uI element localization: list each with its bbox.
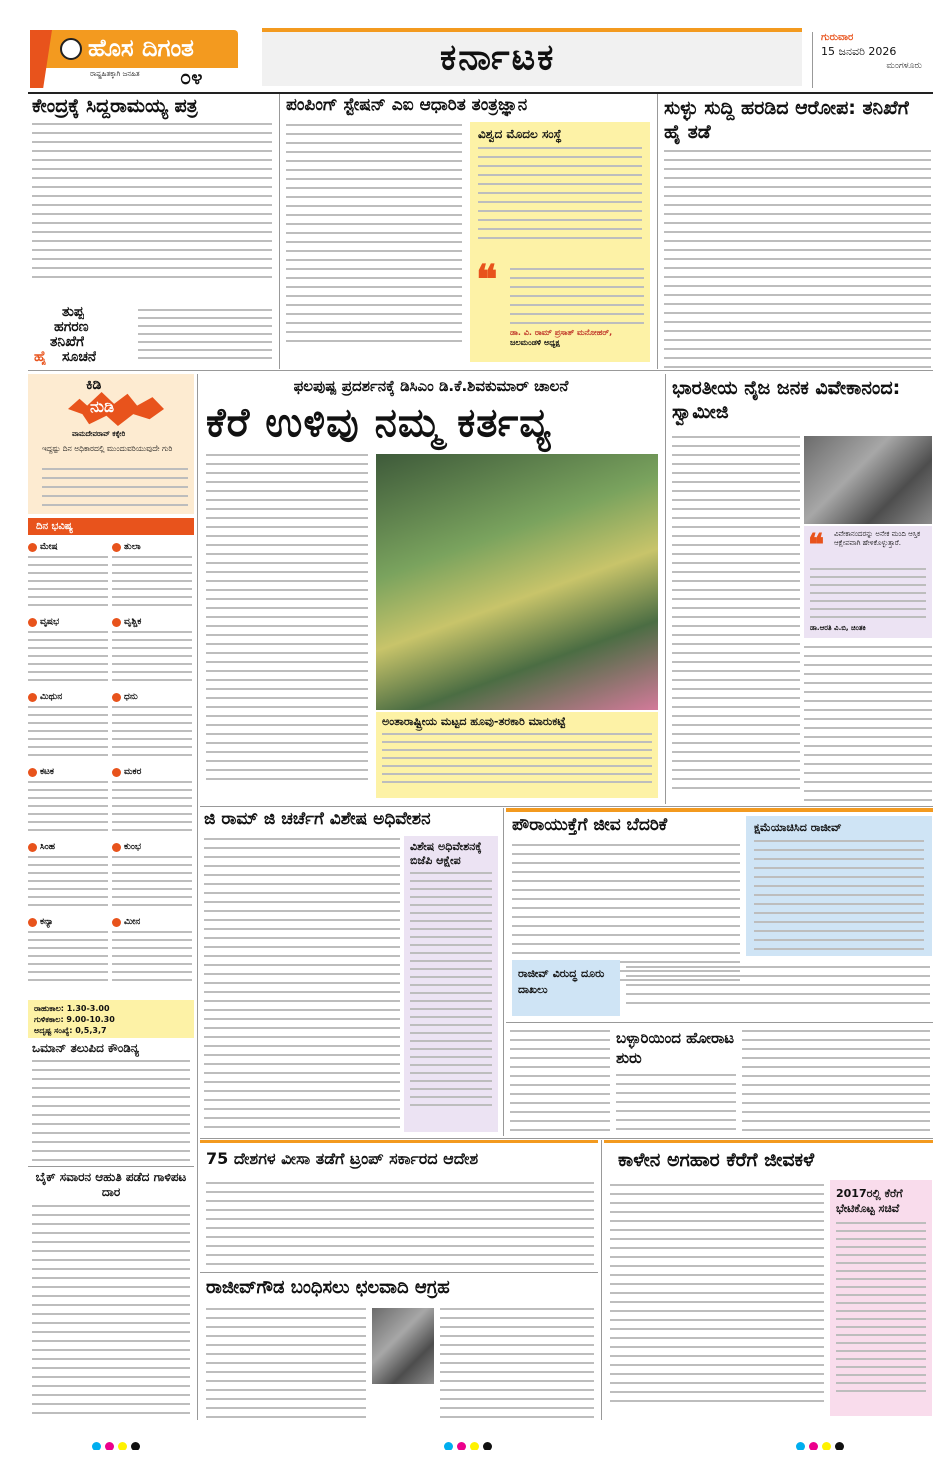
story-vivekananda [668,374,933,804]
horoscope-sign [112,692,192,764]
headline: ಕಾಳೇನ ಅಗಹಾರ ಕೆರೆಗೆ ಜೀವಕಳೆ [618,1149,815,1171]
zodiac-icon [28,693,37,702]
horoscope-sign [28,767,108,839]
headline: ಭಾರತೀಯ ನೈಜ ಜನಕ ವಿವೇಕಾನಂದ: ಸ್ವಾಮೀಜಿ [672,377,901,423]
city: ಮಂಗಳೂರು [886,61,922,71]
paper-name: ಹೊಸ ದಿಗಂತ [88,35,194,62]
zodiac-icon [112,618,121,627]
story-pumping-station [282,94,654,369]
nudi-title: ನುಡಿ [90,398,115,416]
story-oman [28,1042,194,1166]
headline: ರಾಜೀವ್‌ಗೌಡ ಬಂಧಿಸಲು ಛಲವಾದಿ ಆಗ್ರಹ [206,1277,450,1298]
story-ghee-scam [28,305,276,369]
sign-name: ಧನು [112,692,192,702]
logo [30,30,248,88]
registration-marks [90,1436,150,1450]
logo-emblem-icon [60,38,82,60]
person-photo [372,1308,434,1384]
tuppa-label-4a: ಹೈ [34,350,47,365]
horoscope-sign [28,842,108,914]
story-special-session [200,808,500,1136]
sign-name: ಕಟಕ [28,767,108,777]
tuppa-label-2: ಹಗರಣ [54,320,89,335]
photo-caption [376,712,658,798]
horoscope-sign [112,767,192,839]
horoscope [28,518,194,1038]
headline: 75 ದೇಶಗಳ ವೀಸಾ ತಡೆಗೆ ಟ್ರಂಪ್ ಸರ್ಕಾರದ ಆದೇಶ [206,1149,479,1168]
box-title: ವಿಶೇಷ ಅಧಿವೇಶನಕ್ಕೆ ಬಿಜೆಪಿ ಆಕ್ಷೇಪ [410,840,482,867]
box-title: ಕ್ಷಮೆಯಾಚಿಸಿದ ರಾಜೀವ್ [754,821,842,834]
sign-name: ವೃಷಭ [28,617,108,627]
gulikakala: ಗುಳಿಕಕಾಲ: 9.00-10.30 [34,1015,115,1024]
box-title: 2017ರಲ್ಲಿ ಕೆರೆಗೆ ಭೇಟಿಕೊಟ್ಟ ಸಚಿವೆ [836,1187,903,1215]
sign-name: ಮೇಷ [28,542,108,552]
complaint-box [512,960,620,1016]
horoscope-sign [28,917,108,989]
registration-marks [794,1436,854,1450]
kidi-nudi-box [28,374,194,514]
flower-show-photo [376,454,658,710]
zodiac-icon [112,543,121,552]
quote-icon: ❝ [808,528,825,563]
date: 15 ಜನವರಿ 2026 [821,45,897,58]
horoscope-sign [112,617,192,689]
tuppa-label-4b: ಸೂಚನೆ [62,350,97,365]
rahukala: ರಾಹುಕಾಲ: 1.30-3.00 [34,1004,110,1013]
box-title: ವಿಶ್ವದ ಮೊದಲ ಸಂಸ್ಥೆ [478,127,562,141]
sign-name: ಕುಂಭ [112,842,192,852]
spark-icon [68,392,164,426]
story-kite-string [28,1170,194,1420]
sign-name: ಮಿಥುನ [28,692,108,702]
zodiac-icon [112,768,121,777]
horoscope-sign [112,542,192,614]
story-rajeev-gowda [200,1274,598,1420]
kidi-byline: ವಾಮದೇವರಾವ್ ಕಕ್ಕೇರಿ [72,430,126,438]
main-headline: ಕೆರೆ ಉಳಿವು ನಮ್ಮ ಕರ್ತವ್ಯ [206,399,552,446]
quote-icon: ❝ [476,256,498,303]
horoscope-sign [112,842,192,914]
zodiac-icon [28,843,37,852]
story-threat [506,808,933,1020]
horoscope-sign [28,542,108,614]
minister-visit-box [830,1180,932,1416]
rahukala-box [28,1000,194,1038]
zodiac-icon [28,543,37,552]
zodiac-icon [28,918,37,927]
zodiac-icon [112,843,121,852]
page-number: ೦೪ [180,66,203,88]
horoscope-sign [28,617,108,689]
tagline: ರಾಷ್ಟ್ರಹಿತಕ್ಕಾಗಿ ಜನಹಿತ [90,70,140,78]
zodiac-icon [28,618,37,627]
headline: ಪೌರಾಯುಕ್ತೆಗೆ ಜೀವ ಬೆದರಿಕೆ [512,815,668,835]
headline: ಬಳ್ಳಾರಿಯಿಂದ ಹೋರಾಟ ಶುರು [616,1029,735,1067]
day: ಗುರುವಾರ [821,32,854,43]
sign-name: ಸಿಂಹ [28,842,108,852]
headline: ಬೈಕ್ ಸವಾರನ ಆಹುತಿ ಪಡೆದ ಗಾಳಿಪಟ ದಾರ [35,1170,187,1199]
story-kalena-lake [604,1140,933,1420]
sign-name: ವೃಶ್ಚಿಕ [112,617,192,627]
caption-title: ಅಂತಾರಾಷ್ಟ್ರೀಯ ಮಟ್ಟದ ಹೂವು-ತರಕಾರಿ ಮಾರುಕಟ್ಟೆ [382,715,566,728]
story-main-lake [200,374,662,804]
story-ballari [506,1024,933,1136]
sign-name: ಮಕರ [112,767,192,777]
first-institution-box [470,122,650,362]
quote-role: ಜಲಮಂಡಳಿ ಅಧ್ಯಕ್ಷ [510,338,560,347]
masthead [0,0,945,92]
story-fake-news [660,94,935,369]
kidi-title: ಕಿಡಿ [86,378,102,393]
zodiac-icon [112,693,121,702]
sign-name: ಕನ್ಯಾ [28,917,108,927]
horoscope-title: ದಿನ ಭವಿಷ್ಯ [28,518,194,535]
headline: ಕೇಂದ್ರಕ್ಕೆ ಸಿದ್ದರಾಮಯ್ಯ ಪತ್ರ [32,95,198,117]
sign-name: ತುಲಾ [112,542,192,552]
quote-text: ವಿವೇಕಾನಂದರನ್ನು ಅನೇಕ ಮಂದಿ ಆಸ್ತಿಕ ಆಕ್ಷೇಪವಾಗಿ ಹೇಳಿಕೊಳ್ಳುತ್ತಾರೆ. [834,530,921,547]
swamiji-photo [804,436,932,524]
bjp-objection-box [404,836,498,1132]
horoscope-sign [28,692,108,764]
kicker: ಫಲಪುಷ್ಪ ಪ್ರದರ್ಶನಕ್ಕೆ ಡಿಸಿಎಂ ಡಿ.ಕೆ.ಶಿವಕುಮಾರ್ ಚಾಲನೆ [293,377,569,395]
headline: ಒಮಾನ್ ತಲುಪಿದ ಕೌಂಡಿನ್ಯ [32,1042,140,1055]
headline: ಜಿ ರಾಮ್ ಜಿ ಚರ್ಚೆಗೆ ವಿಶೇಷ ಅಧಿವೇಶನ [204,809,431,829]
kidi-text: ಇದ್ದಷ್ಟು ದಿನ ಅಧಿಕಾರದಲ್ಲಿ ಮುಂದುವರಿಯುವುದೇ ಗುರಿ [42,444,173,453]
apology-box [746,816,932,956]
tuppa-label-3: ತನಿಖೆಗೆ [50,335,85,350]
zodiac-icon [112,918,121,927]
headline: ಸುಳ್ಳು ಸುದ್ದಿ ಹರಡಿದ ಆರೋಪ: ತನಿಖೆಗೆ ಹೈ ತಡೆ [664,97,909,143]
section-title: ಕರ್ನಾಟಕ [440,38,556,78]
date-block [812,32,932,88]
zodiac-icon [28,768,37,777]
tuppa-label-1: ತುಪ್ಪ [62,305,84,320]
quote-author: ಡಾ. ವಿ. ರಾಮ್ ಪ್ರಸಾತ್ ಮನೋಹರ್, [510,328,613,337]
quote-box [804,526,932,638]
headline: ಪಂಪಿಂಗ್ ಸ್ಟೇಷನ್ ಎಐ ಆಧಾರಿತ ತಂತ್ರಜ್ಞಾನ [286,95,528,115]
quote-author: ಡಾ.ಆರತಿ ವಿ.ಬಿ, ಚಿಂತಕಿ [810,624,866,632]
story-visa [200,1140,598,1270]
registration-marks [442,1436,502,1450]
lucky-number: ಅದೃಷ್ಟ ಸಂಖ್ಯೆ: 0,5,3,7 [34,1026,107,1035]
horoscope-sign [112,917,192,989]
sub-headline: ರಾಜೀವ್ ವಿರುದ್ಧ ದೂರು ದಾಖಲು [518,967,605,996]
sign-name: ಮೀನ [112,917,192,927]
